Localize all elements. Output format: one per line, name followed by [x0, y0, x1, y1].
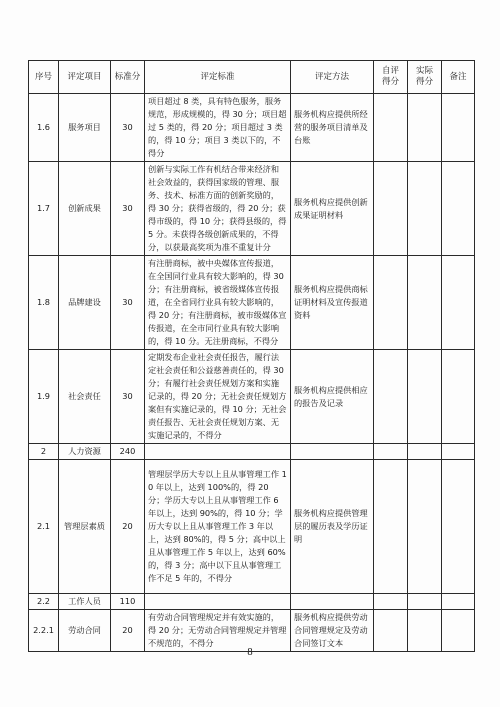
table-row — [29, 256, 475, 350]
row-method: 服务机构应提供管理层的履历表及学历证明 — [291, 460, 374, 594]
header-item: 评定项目 — [59, 61, 111, 94]
row-criteria: 有注册商标，被中央媒体宣传报道，在全国同行业具有较大影响的，得 30 分；有注册商标，被省级媒体宣传报道，在全省同行业具有较大影响的，得 20 分；有注册商标，被市级媒体宣传报道，在全市同行业具有较大影响的，得 10 分。无注册商标，不得分 — [145, 256, 291, 350]
row-self-score-cell — [374, 256, 408, 350]
row-actual-score-cell — [408, 162, 442, 256]
row-item: 劳动合同 — [59, 610, 111, 652]
table-row — [29, 162, 475, 256]
row-method: 服务机构应提供所经营的服务项目清单及台账 — [291, 94, 374, 162]
row-score: 30 — [111, 94, 145, 162]
table-row-section — [29, 594, 475, 610]
row-score: 240 — [111, 444, 145, 460]
row-self-score-cell — [374, 94, 408, 162]
row-actual-score-cell — [408, 594, 442, 610]
row-self-score-cell — [374, 444, 408, 460]
row-criteria: 项目超过 8 类，具有特色服务，服务规范，形成规模的，得 30 分；项目超过 5 类的，得 20 分；项目超过 3 类的，得 10 分；项目 3 类以下的，不得分 — [145, 94, 291, 162]
row-method: 服务机构应提供创新成果证明材料 — [291, 162, 374, 256]
row-item: 管理层素质 — [59, 460, 111, 594]
row-item: 人力资源 — [59, 444, 111, 460]
row-note-cell — [442, 350, 475, 444]
row-actual-score-cell — [408, 610, 442, 652]
row-method — [291, 444, 374, 460]
table-row — [29, 610, 475, 652]
row-score: 20 — [111, 610, 145, 652]
page-number: 8 — [247, 648, 253, 658]
row-score: 30 — [111, 256, 145, 350]
row-actual-score-cell — [408, 350, 442, 444]
header-self-score: 自评 得分 — [374, 61, 408, 94]
row-actual-score-cell — [408, 460, 442, 594]
header-method: 评定方法 — [291, 61, 374, 94]
row-no: 1.6 — [29, 94, 59, 162]
row-no: 2 — [29, 444, 59, 460]
row-self-score-cell — [374, 460, 408, 594]
row-note-cell — [442, 256, 475, 350]
row-no: 2.1 — [29, 460, 59, 594]
row-no: 2.2 — [29, 594, 59, 610]
row-score: 30 — [111, 350, 145, 444]
header-score: 标准分 — [111, 61, 145, 94]
row-score: 110 — [111, 594, 145, 610]
row-criteria: 有劳动合同管理规定并有效实施的，得 20 分；无劳动合同管理规定并管理不规范的，不得分 — [145, 610, 291, 652]
row-self-score-cell — [374, 594, 408, 610]
row-note-cell — [442, 162, 475, 256]
row-criteria: 创新与实际工作有机结合带来经济和社会效益的，获得国家级的管理、服务、技术、标准方面的创新奖励的，得 30 分；获得省级的，得 20 分；获得市级的，得 10 分；获得县级的，得 5 分。未获得各级创新成果的，不得分，以获最高奖项为准不重复计分 — [145, 162, 291, 256]
row-item: 社会责任 — [59, 350, 111, 444]
header-criteria: 评定标准 — [145, 61, 291, 94]
row-self-score-cell — [374, 610, 408, 652]
table-row-section — [29, 444, 475, 460]
row-method: 服务机构应提供相应的报告及记录 — [291, 350, 374, 444]
row-actual-score-cell — [408, 256, 442, 350]
table-row — [29, 94, 475, 162]
row-self-score-cell — [374, 350, 408, 444]
header-actual-score: 实际 得分 — [408, 61, 442, 94]
row-note-cell — [442, 460, 475, 594]
row-no: 1.8 — [29, 256, 59, 350]
row-criteria: 定期发布企业社会责任报告，履行法定社会责任和公益慈善责任的，得 30 分；有履行社会责任规划方案和实施记录的，得 20 分；无社会责任规划方案但有实施记录的，得 10 分；无社会责任报告、无社会责任规划方案、无实施记录的，不得分 — [145, 350, 291, 444]
row-criteria — [145, 444, 291, 460]
row-actual-score-cell — [408, 94, 442, 162]
row-no: 2.2.1 — [29, 610, 59, 652]
table-row — [29, 460, 475, 594]
row-no: 1.9 — [29, 350, 59, 444]
row-item: 品牌建设 — [59, 256, 111, 350]
row-no: 1.7 — [29, 162, 59, 256]
row-method: 服务机构应提供劳动合同管理规定及劳动合同签订文本 — [291, 610, 374, 652]
row-method: 服务机构应提供商标证明材料及宣传报道资料 — [291, 256, 374, 350]
row-score: 30 — [111, 162, 145, 256]
row-score: 20 — [111, 460, 145, 594]
row-criteria: 管理层学历大专以上且从事管理工作 10 年以上，达到 100%的，得 20 分；学历大专以上且从事管理工作 6 年以上，达到 90%的，得 10 分；学历大专以上且从事管理工作 3 年以上，达到 80%的，得 5 分；高中以上且从事管理工作 5 年以上，达到 60%的，得 3 分；高中以下且从事管理工作不足 5 年的，不得分 — [145, 460, 291, 594]
evaluation-criteria-table — [28, 60, 475, 652]
row-method — [291, 594, 374, 610]
table-header-row — [29, 61, 475, 94]
row-criteria — [145, 594, 291, 610]
row-item: 工作人员 — [59, 594, 111, 610]
table-row — [29, 350, 475, 444]
header-no: 序号 — [29, 61, 59, 94]
row-note-cell — [442, 94, 475, 162]
row-note-cell — [442, 594, 475, 610]
row-actual-score-cell — [408, 444, 442, 460]
row-note-cell — [442, 610, 475, 652]
row-self-score-cell — [374, 162, 408, 256]
row-item: 创新成果 — [59, 162, 111, 256]
row-note-cell — [442, 444, 475, 460]
row-item: 服务项目 — [59, 94, 111, 162]
header-note: 备注 — [442, 61, 475, 94]
